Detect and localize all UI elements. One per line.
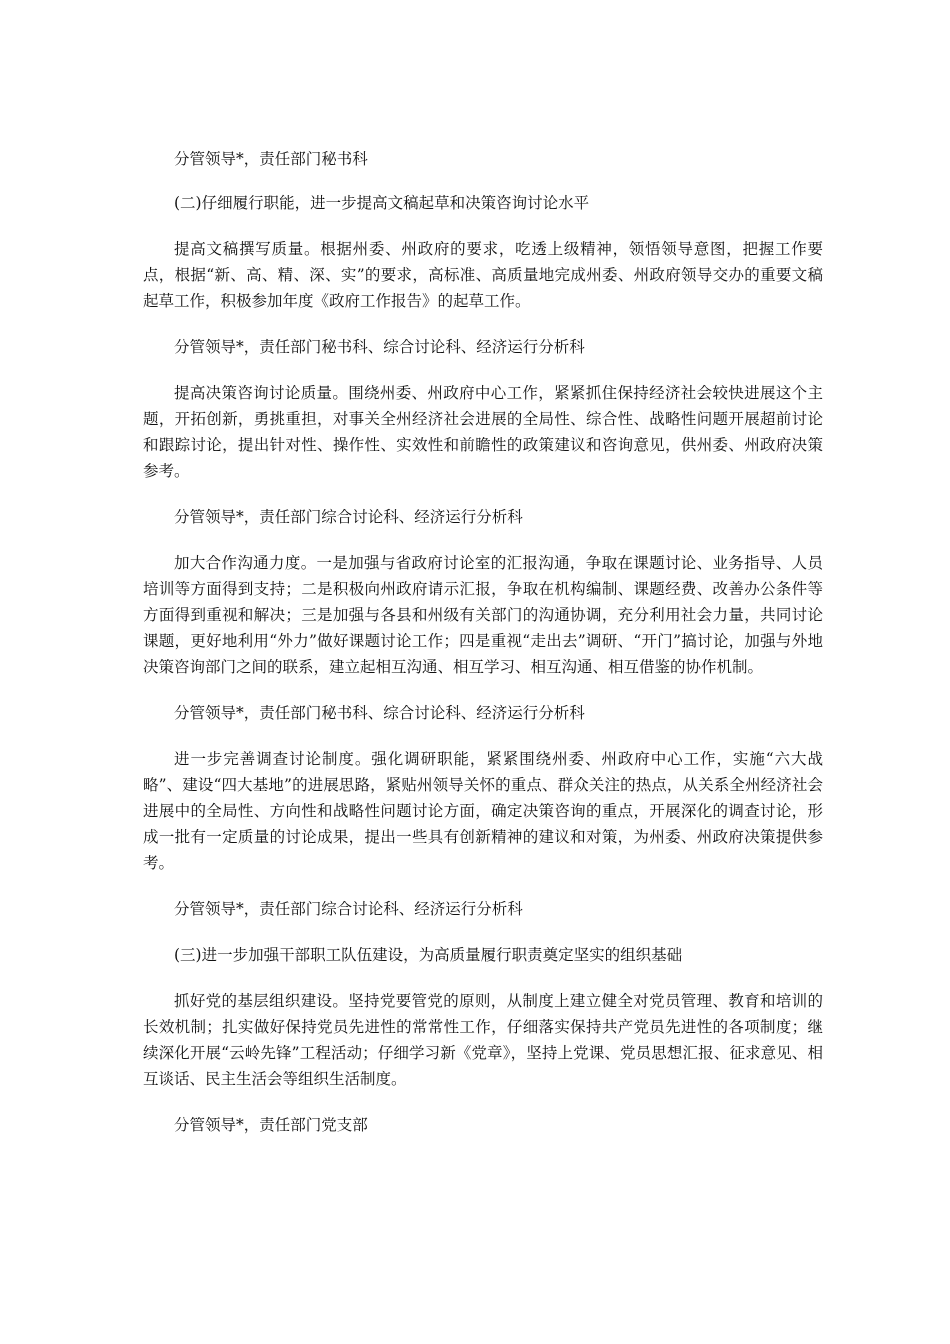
responsibility-line: 分管领导*，责任部门综合讨论科、经济运行分析科 [174, 508, 523, 526]
section-heading: (三)进一步加强干部职工队伍建设，为高质量履行职责奠定坚实的组织基础 [174, 946, 683, 964]
responsibility-line: 分管领导*，责任部门综合讨论科、经济运行分析科 [174, 900, 523, 918]
body-paragraph: 加大合作沟通力度。一是加强与省政府讨论室的汇报沟通，争取在课题讨论、业务指导、人员培训等方面得到支持；二是积极向州政府请示汇报，争取在机构编制、课题经费、改善办公条件等方面得到重视和解决；三是加强与各县和州级有关部门的沟通协调，充分利用社会力量，共同讨论课题，更好地利用“外力”做好课题讨论工作；四是重视“走出去”调研、“开门”搞讨论，加强与外地决策咨询部门之间的联系，建立起相互沟通、相互学习、相互沟通、相互借鉴的协作机制。 [143, 554, 823, 676]
responsibility-line: 分管领导*，责任部门党支部 [174, 1116, 368, 1134]
body-paragraph: 抓好党的基层组织建设。坚持党要管党的原则，从制度上建立健全对党员管理、教育和培训的长效机制；扎实做好保持党员先进性的常常性工作，仔细落实保持共产党员先进性的各项制度；继续深化开展“云岭先锋”工程活动；仔细学习新《党章》，坚持上党课、党员思想汇报、征求意见、相互谈话、民主生活会等组织生活制度。 [143, 992, 823, 1088]
document-body [143, 146, 823, 1138]
body-paragraph: 进一步完善调查讨论制度。强化调研职能，紧紧围绕州委、州政府中心工作，实施“六大战略”、建设“四大基地”的进展思路，紧贴州领导关怀的重点、群众关注的热点，从关系全州经济社会进展中的全局性、方向性和战略性问题讨论方面，确定决策咨询的重点，开展深化的调查讨论，形成一批有一定质量的讨论成果，提出一些具有创新精神的建议和对策，为州委、州政府决策提供参考。 [143, 750, 823, 872]
body-paragraph: 提高决策咨询讨论质量。围绕州委、州政府中心工作，紧紧抓住保持经济社会较快进展这个主题，开拓创新，勇挑重担，对事关全州经济社会进展的全局性、综合性、战略性问题开展超前讨论和跟踪讨论，提出针对性、操作性、实效性和前瞻性的政策建议和咨询意见，供州委、州政府决策参考。 [143, 384, 823, 480]
responsibility-line: 分管领导*，责任部门秘书科 [174, 150, 368, 168]
responsibility-line: 分管领导*，责任部门秘书科、综合讨论科、经济运行分析科 [174, 704, 585, 722]
responsibility-line: 分管领导*，责任部门秘书科、综合讨论科、经济运行分析科 [174, 338, 585, 356]
body-paragraph: 提高文稿撰写质量。根据州委、州政府的要求，吃透上级精神，领悟领导意图，把握工作要点，根据“新、高、精、深、实”的要求，高标准、高质量地完成州委、州政府领导交办的重要文稿起草工作，积极参加年度《政府工作报告》的起草工作。 [143, 240, 823, 310]
section-heading: (二)仔细履行职能，进一步提高文稿起草和决策咨询讨论水平 [174, 194, 590, 212]
